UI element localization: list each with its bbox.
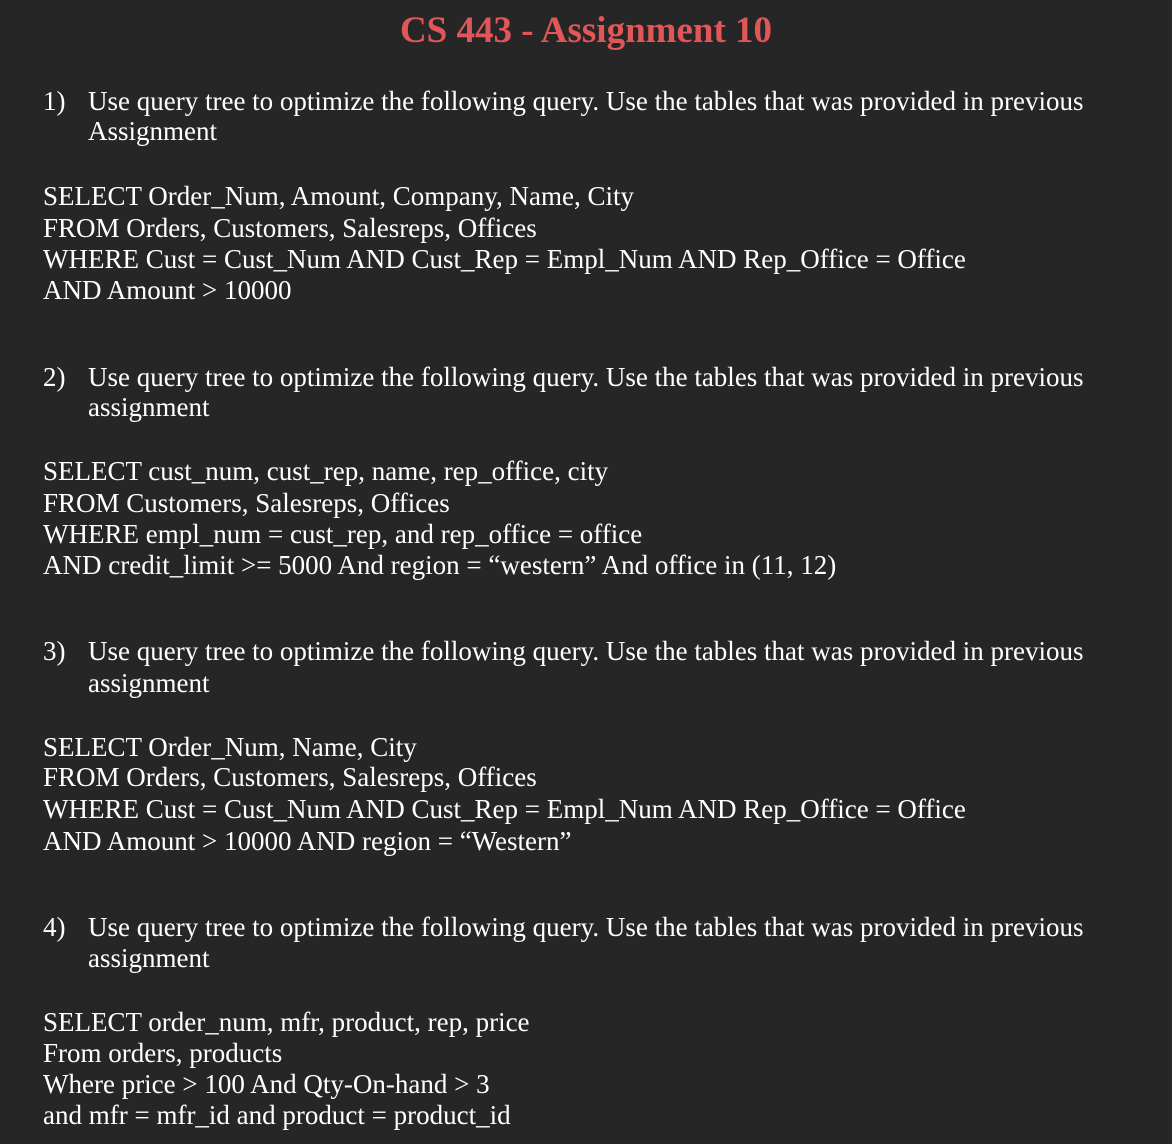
sql-line: FROM Customers, Salesreps, Offices [43,488,450,518]
question-3-prompt [43,636,1084,667]
sql-line: From orders, products [43,1038,283,1068]
sql-line: WHERE Cust = Cust_Num AND Cust_Rep = Empl_Num AND Rep_Office = Office [43,794,966,824]
sql-line: SELECT cust_num, cust_rep, name, rep_office, city [43,456,609,486]
question-4-prompt [43,912,1084,943]
question-text-continued: assignment [88,668,210,698]
sql-line: Where price > 100 And Qty-On-hand > 3 [43,1069,490,1099]
sql-line: AND Amount > 10000 AND region = “Western” [43,826,572,856]
sql-line: WHERE empl_num = cust_rep, and rep_office = office [43,519,643,549]
question-text-continued: Assignment [88,116,218,146]
sql-line: FROM Orders, Customers, Salesreps, Offices [43,213,537,243]
question-text: Use query tree to optimize the following query. Use the tables that was provided in previous [88,636,1084,666]
sql-line: WHERE Cust = Cust_Num AND Cust_Rep = Empl_Num AND Rep_Office = Office [43,244,966,274]
question-number: 2) [43,362,66,392]
sql-line: AND credit_limit >= 5000 And region = “western” And office in (11, 12) [43,550,837,580]
question-1-prompt [43,86,1084,117]
question-number: 3) [43,636,66,666]
question-text-continued: assignment [88,943,210,973]
sql-line: SELECT Order_Num, Amount, Company, Name, City [43,181,634,211]
question-text-continued: assignment [88,392,210,422]
sql-line: AND Amount > 10000 [43,275,292,305]
sql-line: SELECT order_num, mfr, product, rep, price [43,1007,530,1037]
sql-line: FROM Orders, Customers, Salesreps, Offices [43,762,537,792]
sql-line: and mfr = mfr_id and product = product_id [43,1100,511,1130]
question-number: 4) [43,912,66,942]
question-2-prompt [43,362,1084,393]
question-text: Use query tree to optimize the following query. Use the tables that was provided in previous [88,912,1084,942]
page-title: CS 443 - Assignment 10 [399,10,773,51]
question-number: 1) [43,86,66,116]
question-text: Use query tree to optimize the following query. Use the tables that was provided in previous [88,362,1084,392]
question-text: Use query tree to optimize the following query. Use the tables that was provided in previous [88,86,1084,116]
sql-line: SELECT Order_Num, Name, City [43,732,417,762]
